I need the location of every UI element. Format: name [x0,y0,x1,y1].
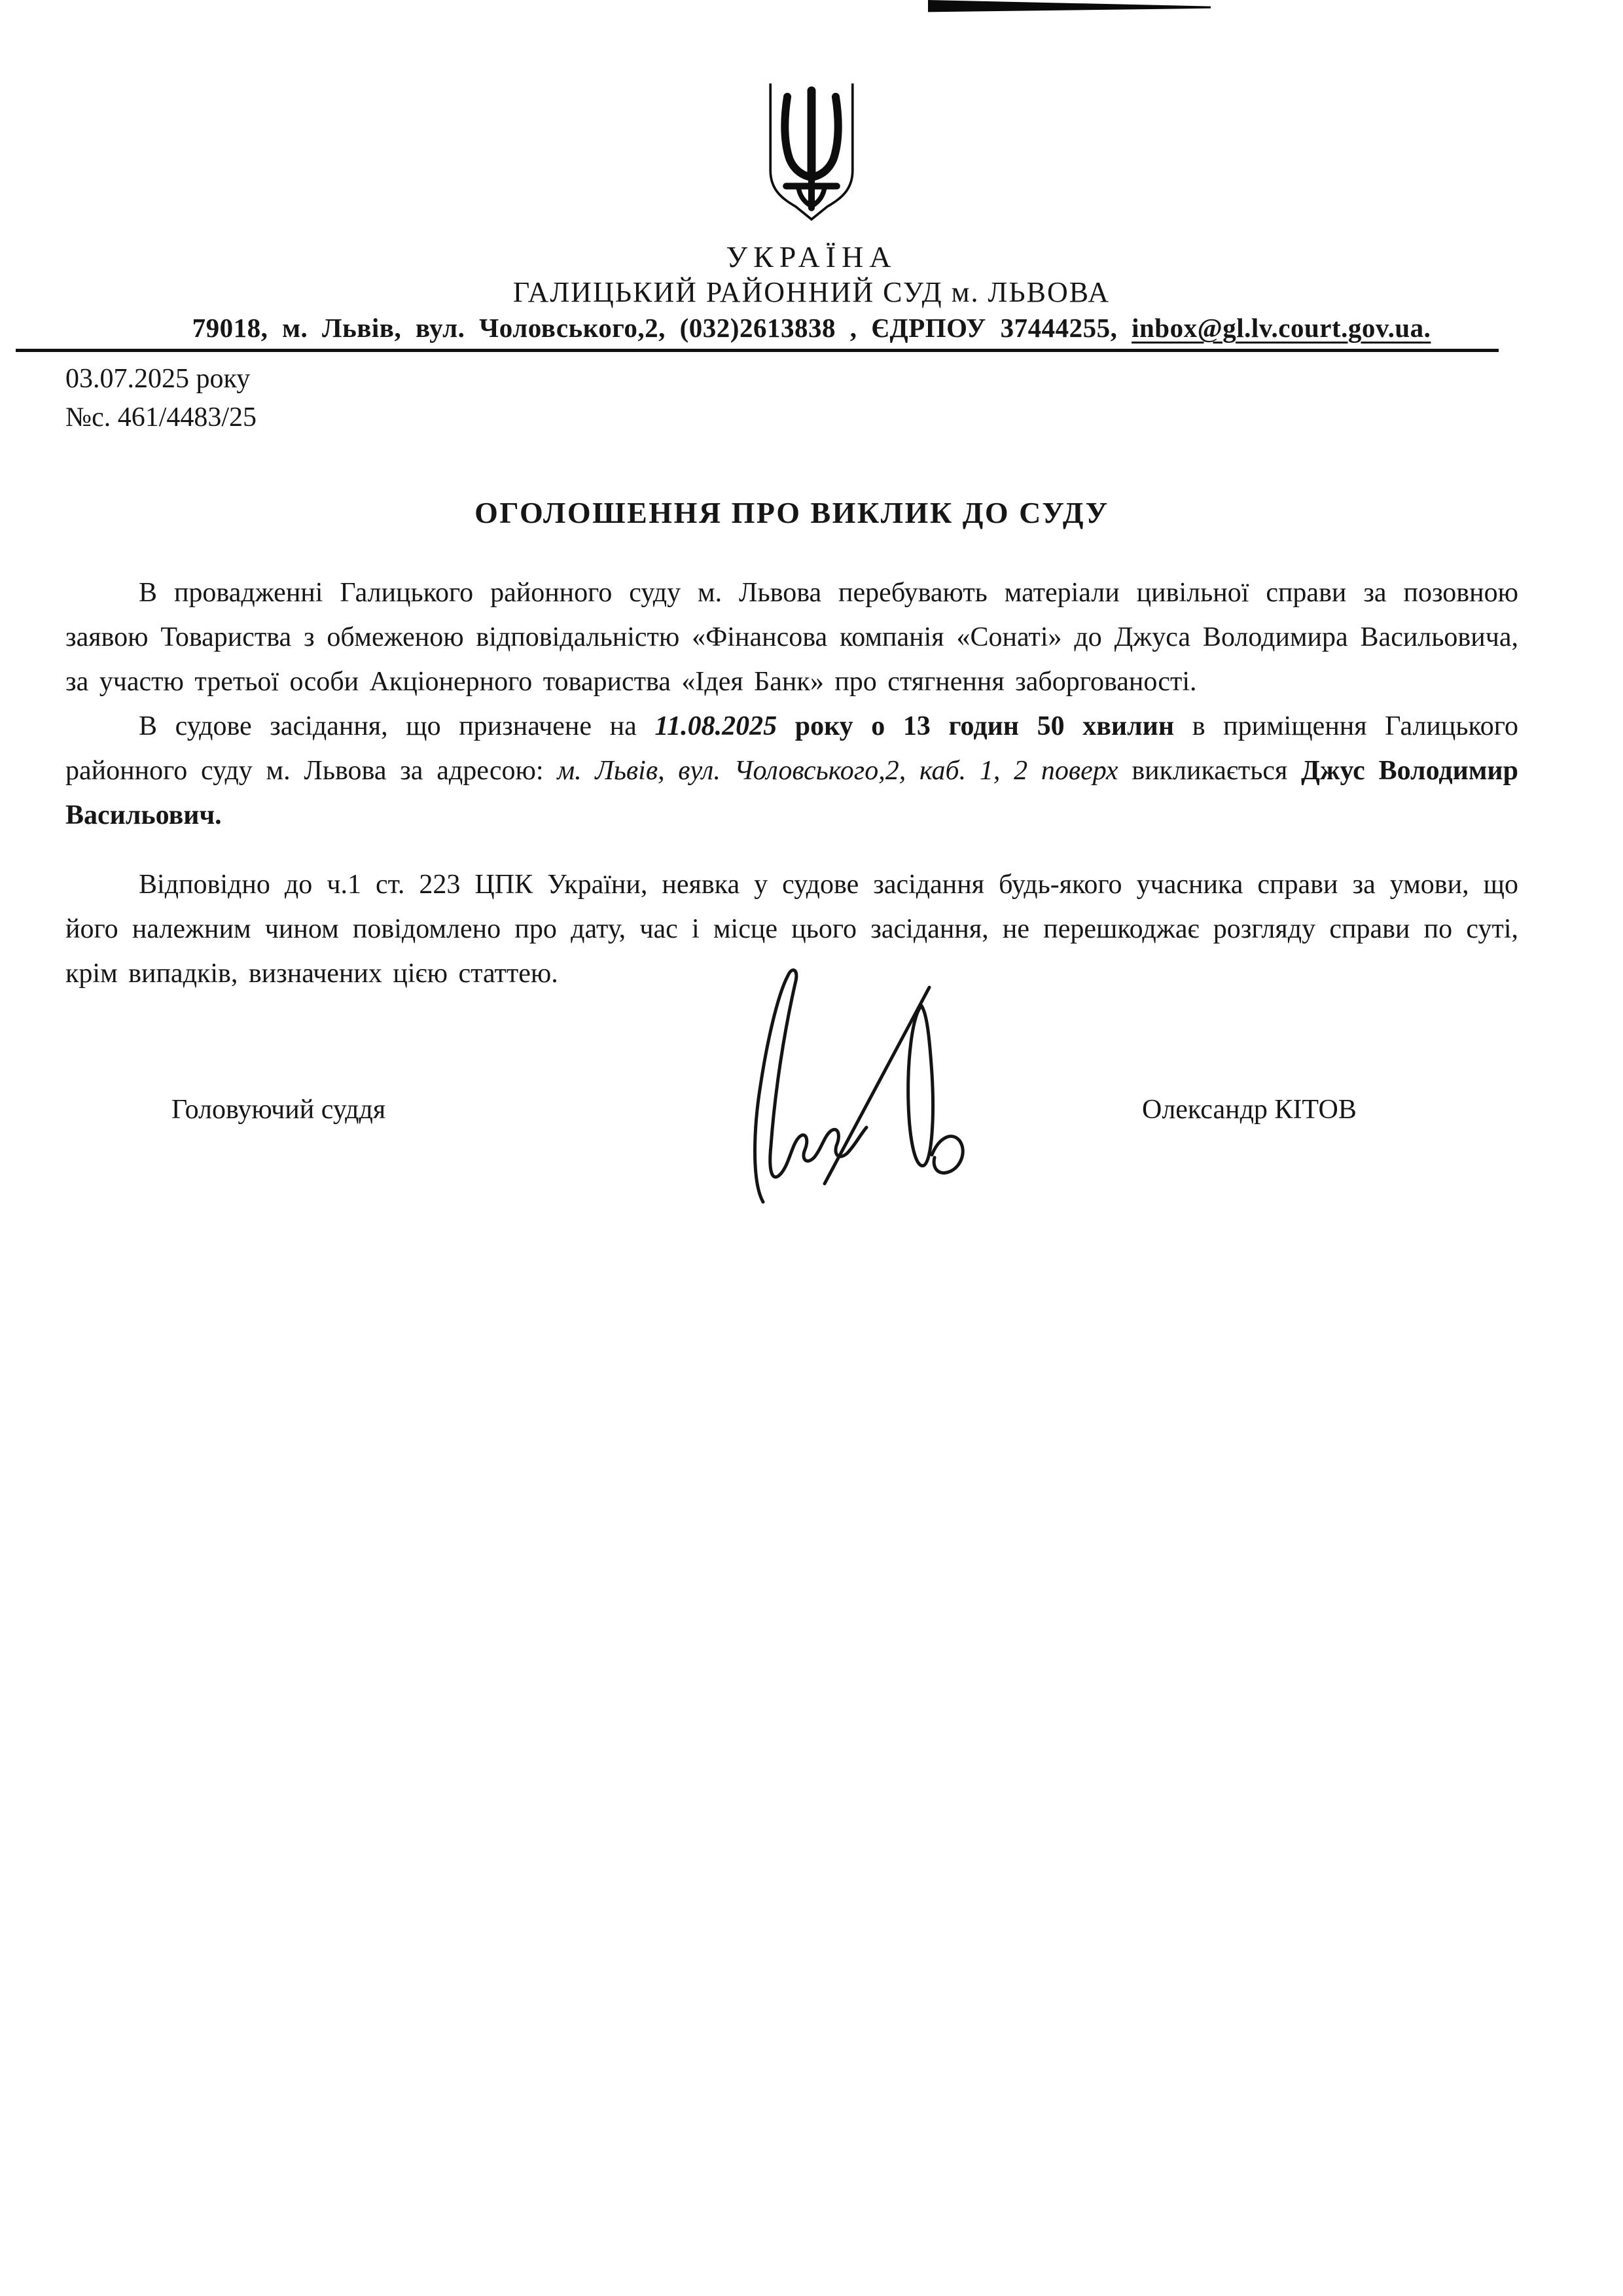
case-number: №с. 461/4483/25 [65,402,257,433]
court-email: inbox@gl.lv.court.gov.ua. [1132,313,1431,343]
paragraph-legal-notice: Відповідно до ч.1 ст. 223 ЦПК України, неявка у судове засідання будь-якого учасника справи за умови, що його належним чином повідомлено про дату, час і місце цього засідання, не перешкоджає розгляду справи по суті, крім випадків, визначених цією статтею. [65,870,1518,989]
document-date: 03.07.2025 року [65,364,251,394]
document-title: ОГОЛОШЕННЯ ПРО ВИКЛИК ДО СУДУ [474,496,1109,529]
court-name: ГАЛИЦЬКИЙ РАЙОННИЙ СУД м. ЛЬВОВА [512,276,1111,308]
judge-role-label: Головуючий суддя [171,1095,386,1125]
hearing-location-text: в приміщення Галицького районного суду м. Львова за адресою: [65,711,1518,786]
signature-icon [686,961,1026,1217]
address-text: 79018, м. Львів, вул. Чоловського,2, (032)2613838 , [192,313,857,343]
hearing-time: року о 13 годин 50 хвилин [777,711,1175,741]
paragraph-case-info: В провадженні Галицького районного суду м. Львова перебувають матеріали цивільної справи за позовною заявою Товариства з обмеженою відповідальністю «Фінансова компанія «Сонаті» до Джуса Володимира Васильовича, за участю третьої особи Акціонерного товариства «Ідея Банк» про стягнення заборгованості. [65,578,1518,697]
judge-name: Олександр КІТОВ [1142,1095,1357,1125]
hearing-intro-text: В судове засідання, що призначене на [139,711,655,741]
summons-text: викликається [1118,756,1302,786]
hearing-address: м. Львів, вул. Чоловського,2, каб. 1, 2 поверх [557,756,1118,786]
signature-block [0,1067,1623,1282]
court-address-line [0,313,1623,343]
edrpou-text: ЄДРПОУ 37444255, [857,313,1132,343]
coat-of-arms-ukraine-icon [0,0,1623,237]
header-divider [16,349,1499,352]
hearing-date: 11.08.2025 [654,711,777,741]
paragraph-hearing-info [65,704,1518,838]
document-meta [65,360,1623,437]
country-name: УКРАЇНА [726,240,897,274]
letterhead [0,0,1623,352]
summoned-person-name: Джус Володимир Васильович. [65,756,1518,830]
